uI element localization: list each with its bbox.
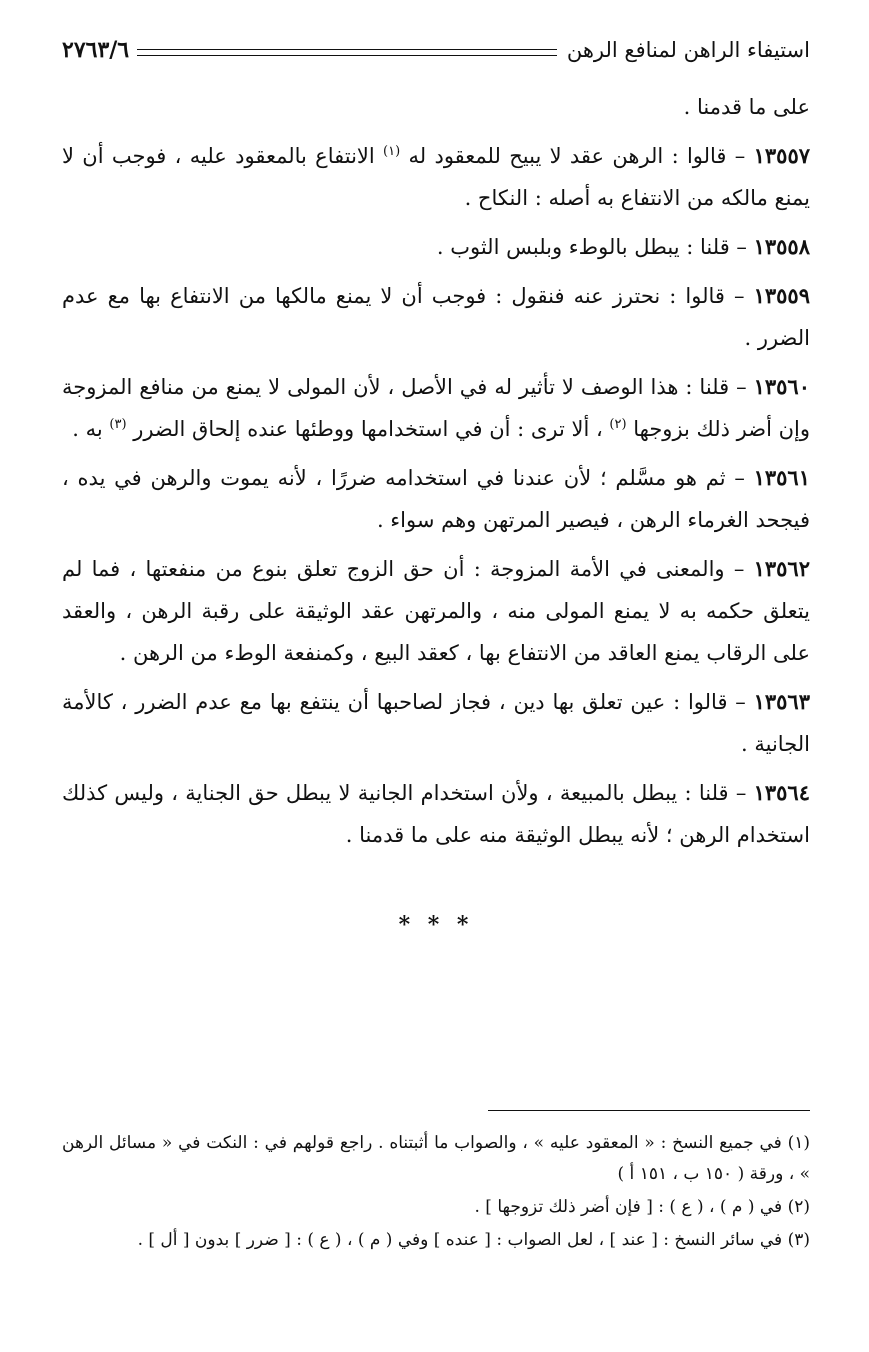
paragraph-number: ١٣٥٦٣ [753, 689, 810, 714]
footnote-rule [488, 1110, 810, 1111]
running-title: استيفاء الراهن لمنافع الرهن [566, 38, 810, 62]
footnote-1: (١) في جميع النسخ : « المعقود عليه » ، والصواب ما أثبتناه . راجع قولهم في : النكت في « مسائل الرهن » ، ورقة ( ١٥٠ ب ، ١٥١ أ ) [62, 1133, 810, 1184]
main-text [62, 86, 810, 863]
page-header [62, 34, 810, 66]
paragraph-number: ١٣٥٥٨ [753, 234, 810, 259]
footnote-ref: (١) [383, 144, 401, 159]
paragraph-number: ١٣٥٥٩ [753, 283, 810, 308]
paragraph-13562: ١٣٥٦٢ – والمعنى في الأمة المزوجة : أن حق الزوج تعلق بنوع من منفعتها ، فما لم يتعلق حكمه به لا يمنع المولى منه ، والمرتهن عقد الوثيقة على رقبة الرهن ، والعقد على الرقاب يمنع العاقد من الانتفاع بها ، كعقد البيع ، وكمنفعة الوطء من الرهن . [62, 556, 810, 665]
header-rule [137, 49, 557, 56]
footnote-2: (٢) في ( م ) ، ( ع ) : [ فإن أضر ذلك تزوجها ] . [474, 1197, 810, 1217]
paragraph-number: ١٣٥٥٧ [753, 143, 811, 168]
paragraph-13560: ١٣٥٦٠ – قلنا : هذا الوصف لا تأثير له في الأصل ، لأن المولى لا يمنع من منافع المزوجة وإن أضر ذلك بزوجها $^{(٢)}$ ، ألا ترى : أن في استخدامها ووطئها عنده إلحاق الضرر $^{(٣)}$ به . [62, 374, 810, 441]
paragraph-13561: ١٣٥٦١ – ثم هو مسَّلم ؛ لأن عندنا في استخدامه ضررًا ، لأنه يموت والرهن في يده ، فيجحد الغرماء الرهن ، فيصير المرتهن وهم سواء . [62, 465, 810, 532]
paragraph-13557: ١٣٥٥٧ – قالوا : الرهن عقد لا يبيح للمعقود له $^{(١)}$ الانتفاع بالمعقود عليه ، فوجب أن لا يمنع مالكه من الانتفاع به أصله : النكاح . [62, 143, 811, 210]
footnote-ref: (٣) [109, 417, 127, 432]
book-page [62, 0, 810, 1352]
paragraph-13564: ١٣٥٦٤ – قلنا : يبطل بالمبيعة ، ولأن استخدام الجانية لا يبطل حق الجناية ، وليس كذلك استخدام الرهن ؛ لأنه يبطل الوثيقة منه على ما قدمنا . [62, 780, 810, 847]
footnote-ref: (٢) [609, 417, 627, 432]
paragraph-number: ١٣٥٦١ [753, 465, 810, 490]
page-number: ٢٧٦٣/٦ [62, 37, 130, 63]
paragraph-continuation: على ما قدمنا . [683, 95, 810, 119]
footnote-3: (٣) في سائر النسخ : [ عند ] ، لعل الصواب : [ عنده ] وفي ( م ) ، ( ع ) : [ ضرر ] بدون [ أل ] . [137, 1230, 810, 1250]
paragraph-13559: ١٣٥٥٩ – قالوا : نحترز عنه فنقول : فوجب أن لا يمنع مالكها من الانتفاع بها مع عدم الضرر . [62, 283, 810, 350]
footnotes [62, 1128, 810, 1258]
section-separator: * * * [398, 912, 474, 938]
paragraph-13558: ١٣٥٥٨ – قلنا : يبطل بالوطء وبلبس الثوب . [436, 234, 810, 259]
paragraph-number: ١٣٥٦٤ [753, 780, 810, 805]
paragraph-number: ١٣٥٦٠ [753, 374, 810, 399]
paragraph-13563: ١٣٥٦٣ – قالوا : عين تعلق بها دين ، فجاز لصاحبها أن ينتفع بها مع عدم الضرر ، كالأمة الجانية . [62, 689, 810, 756]
paragraph-number: ١٣٥٦٢ [753, 556, 810, 581]
